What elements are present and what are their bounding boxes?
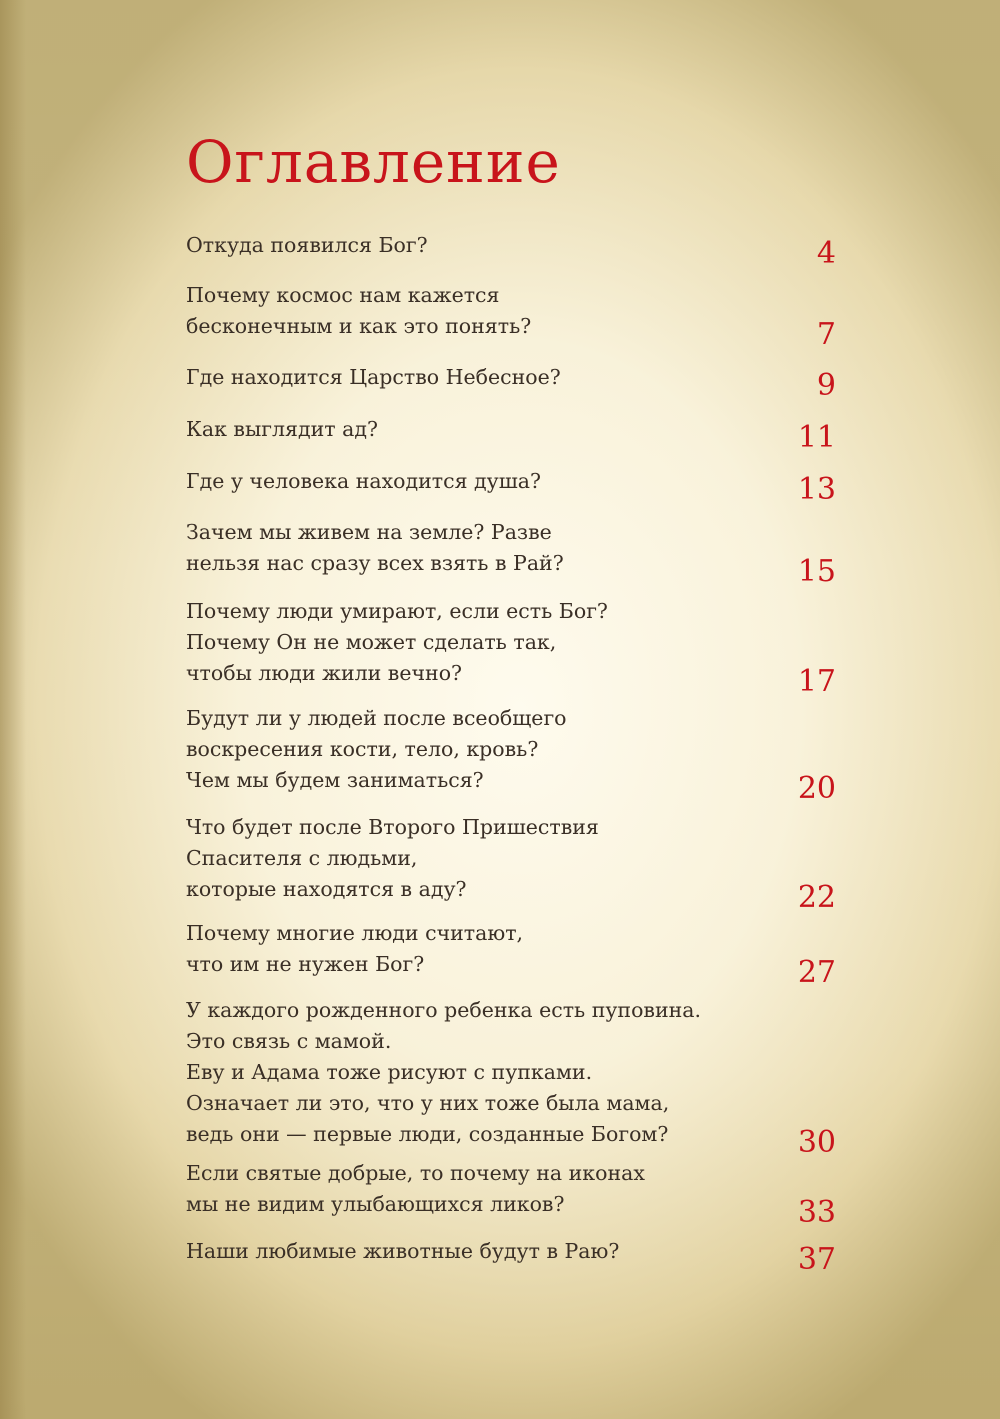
toc-entry [186, 362, 836, 403]
toc-page-number: 9 [816, 368, 836, 403]
toc-question: Что будет после Второго Пришествия Спасителя с людьми, которые находятся в аду? [186, 815, 599, 901]
page-title: Оглавление [186, 128, 561, 196]
toc-entry [186, 918, 836, 990]
toc-entry [186, 1158, 836, 1230]
page-edge-shadow [0, 0, 26, 1419]
toc-page-number: 7 [816, 317, 836, 352]
toc-entry [186, 414, 836, 455]
toc-page-number: 22 [797, 880, 836, 915]
toc-entry [186, 812, 836, 915]
toc-question: Откуда появился Бог? [186, 233, 428, 257]
toc-entry [186, 466, 836, 507]
toc-entry [186, 703, 836, 806]
toc-entry [186, 1236, 836, 1277]
toc-question: Зачем мы живем на земле? Разве нельзя нас сразу всех взять в Рай? [186, 520, 564, 575]
toc-page-number: 37 [797, 1242, 836, 1277]
toc-entry [186, 280, 836, 352]
toc-question: Будут ли у людей после всеобщего воскресения кости, тело, кровь? Чем мы будем заниматься? [186, 706, 567, 792]
toc-entry [186, 230, 836, 271]
toc-question: Наши любимые животные будут в Раю? [186, 1239, 620, 1263]
toc-page-number: 11 [797, 420, 836, 455]
toc-entry [186, 995, 836, 1160]
toc-page-number: 27 [797, 955, 836, 990]
toc-page-number: 30 [797, 1125, 836, 1160]
toc-question: Почему многие люди считают, что им не нужен Бог? [186, 921, 524, 976]
toc-page-number: 15 [797, 554, 836, 589]
toc-question: Где у человека находится душа? [186, 469, 541, 493]
toc-question: Почему космос нам кажется бесконечным и как это понять? [186, 283, 532, 338]
toc-question: Как выглядит ад? [186, 417, 378, 441]
toc-page-number: 20 [797, 771, 836, 806]
toc-question: У каждого рожденного ребенка есть пуповина. Это связь с мамой. Еву и Адама тоже рисуют с пупками. Означает ли это, что у них тоже была мама, ведь они — первые люди, созданные Богом? [186, 998, 702, 1146]
toc-page-number: 17 [797, 664, 836, 699]
toc-page-number: 13 [797, 472, 836, 507]
toc-entry [186, 596, 836, 699]
toc-page-number: 33 [797, 1195, 836, 1230]
toc-page-number: 4 [816, 236, 836, 271]
toc-entry [186, 517, 836, 589]
toc-question: Почему люди умирают, если есть Бог? Почему Он не может сделать так, чтобы люди жили вечно? [186, 599, 608, 685]
toc-question: Если святые добрые, то почему на иконах мы не видим улыбающихся ликов? [186, 1161, 645, 1216]
toc-question: Где находится Царство Небесное? [186, 365, 561, 389]
